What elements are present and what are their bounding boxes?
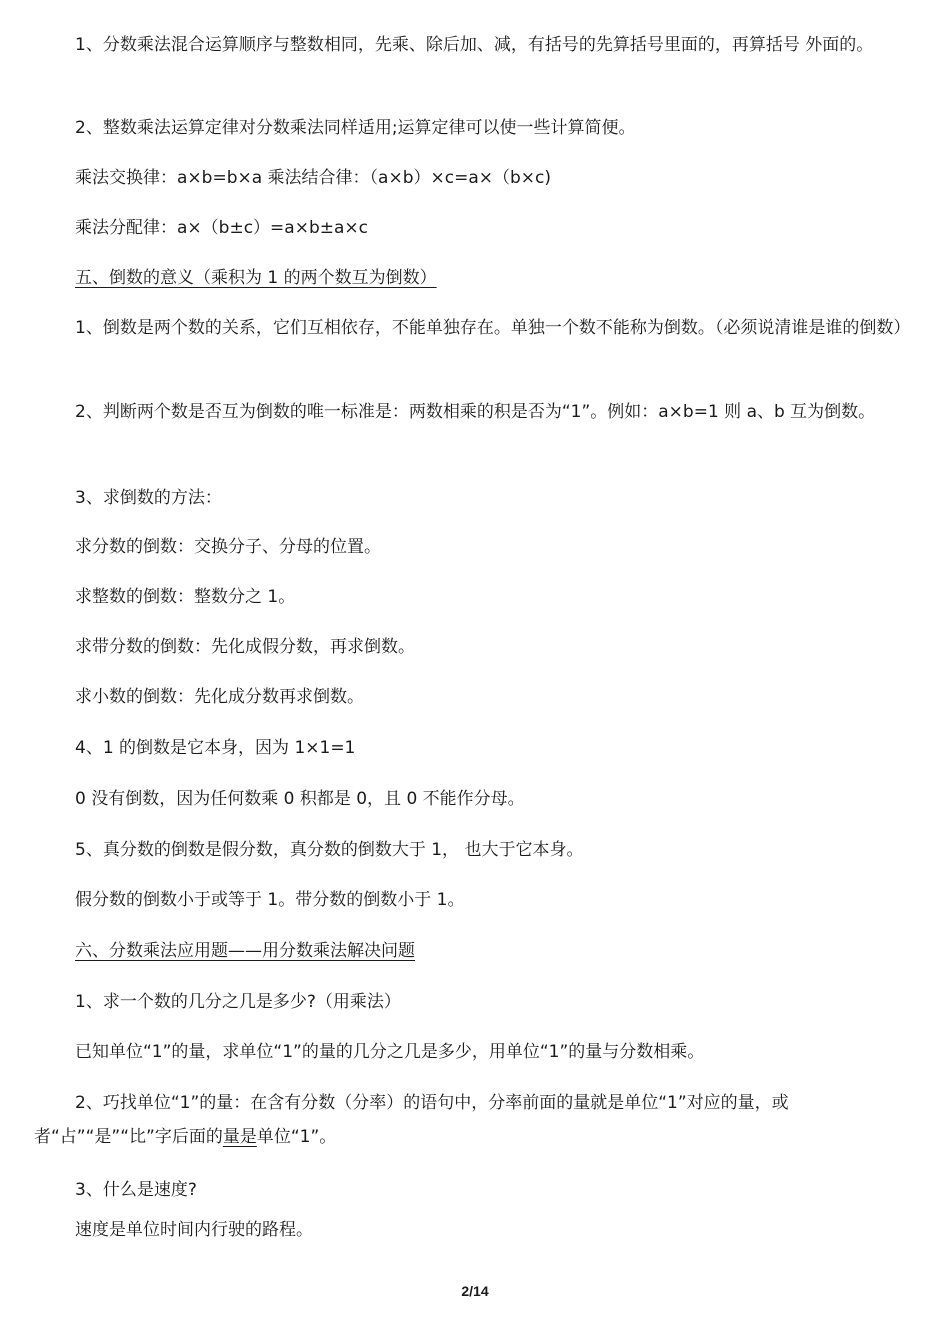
paragraph-fraction-of-number: 1、求一个数的几分之几是多少?（用乘法） [75, 992, 401, 1012]
paragraph-zero-reciprocal: 0 没有倒数，因为任何数乘 0 积都是 0，且 0 不能作分母。 [75, 789, 525, 809]
section-heading-word-problems: 六、分数乘法应用题——用分数乘法解决问题 [75, 941, 415, 961]
paragraph-speed-definition: 速度是单位时间内行驶的路程。 [75, 1220, 313, 1240]
paragraph-distributive: 乘法分配律：a×（b±c）=a×b±a×c [75, 218, 368, 238]
paragraph-decimal-reciprocal: 求小数的倒数：先化成分数再求倒数。 [75, 687, 364, 707]
paragraph-unit-one-multiply: 已知单位“1”的量，求单位“1”的量的几分之几是多少，用单位“1”的量与分数相乘。 [75, 1042, 705, 1062]
paragraph-reciprocal-criterion: 2、判断两个数是否互为倒数的唯一标准是：两数相乘的积是否为“1”。例如：a×b=1 则 a、b 互为倒数。 [75, 402, 876, 422]
paragraph-fraction-reciprocal: 求分数的倒数：交换分子、分母的位置。 [75, 537, 381, 557]
paragraph-operation-laws: 2、整数乘法运算定律对分数乘法同样适用;运算定律可以使一些计算简便。 [75, 118, 636, 138]
paragraph-proper-fraction-reciprocal: 5、真分数的倒数是假分数，真分数的倒数大于 1， 也大于它本身。 [75, 840, 584, 860]
paragraph-find-unit-one-part-a: 2、巧找单位“1”的量：在含有分数（分率）的语句中，分率前面的量就是单位“1”对应的量，或者“占”“是”“比”字后面的 [34, 1093, 789, 1147]
paragraph-find-unit-one-part-b: 单位“1”。 [256, 1127, 337, 1147]
paragraph-improper-fraction-reciprocal: 假分数的倒数小于或等于 1。带分数的倒数小于 1。 [75, 890, 465, 910]
paragraph-what-is-speed: 3、什么是速度? [75, 1180, 197, 1200]
section-heading-reciprocal: 五、倒数的意义（乘积为 1 的两个数互为倒数） [75, 268, 437, 288]
paragraph-commutative-associative: 乘法交换律：a×b=b×a 乘法结合律：（a×b）×c=a×（b×c) [75, 168, 552, 188]
paragraph-reciprocal-methods: 3、求倒数的方法： [75, 488, 222, 508]
paragraph-integer-reciprocal: 求整数的倒数：整数分之 1。 [75, 587, 296, 607]
paragraph-one-reciprocal: 4、1 的倒数是它本身，因为 1×1=1 [75, 738, 356, 758]
paragraph-operation-order: 1、分数乘法混合运算顺序与整数相同，先乘、除后加、减，有括号的先算括号里面的，再算括号 外面的。 [75, 35, 874, 55]
paragraph-reciprocal-relation: 1、倒数是两个数的关系，它们互相依存，不能单独存在。单独一个数不能称为倒数。（必须说清谁是谁的倒数） [75, 318, 911, 338]
page-number: 2/14 [461, 1283, 489, 1299]
paragraph-mixed-number-reciprocal: 求带分数的倒数：先化成假分数，再求倒数。 [75, 637, 415, 657]
paragraph-find-unit-one-underlined: 量是 [222, 1127, 257, 1147]
paragraph-find-unit-one [34, 1086, 918, 1154]
